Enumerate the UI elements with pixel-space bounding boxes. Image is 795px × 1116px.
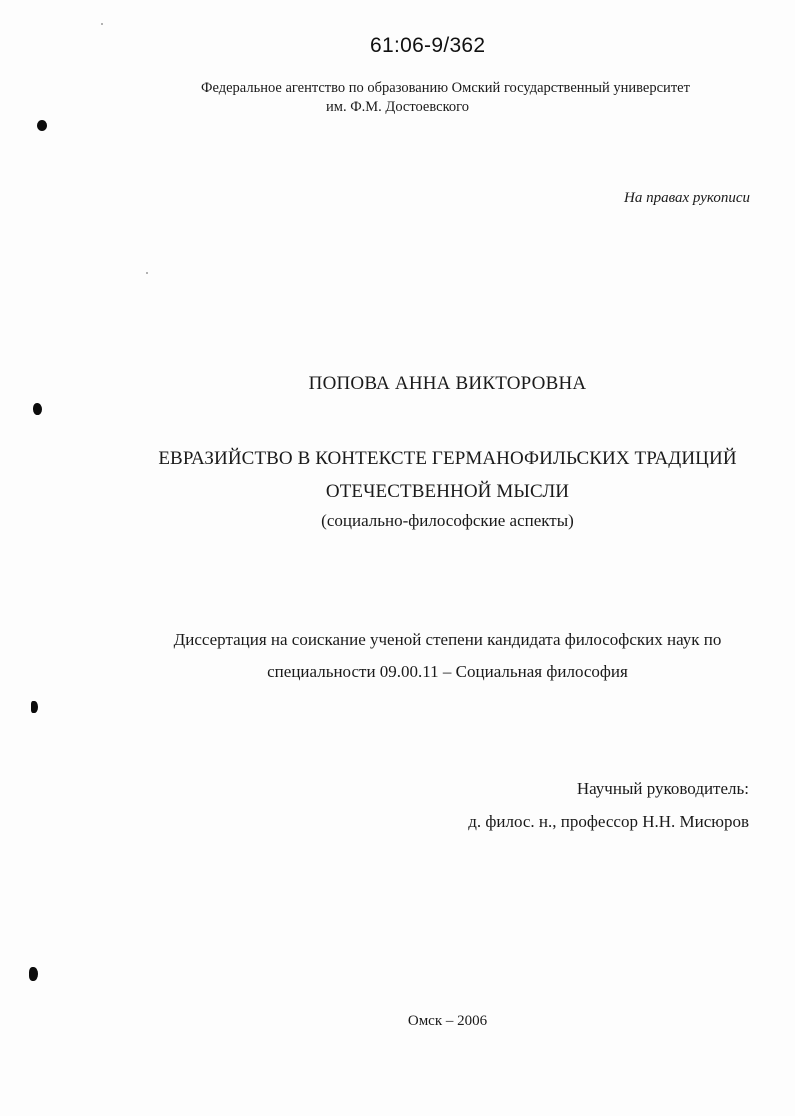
thesis-title-line-1: ЕВРАЗИЙСТВО В КОНТЕКСТЕ ГЕРМАНОФИЛЬСКИХ ТРАДИЦИЙ [158, 448, 737, 469]
scan-speck [101, 23, 103, 25]
binder-hole-mark [31, 701, 38, 713]
adviser-label: Научный руководитель: [576, 779, 749, 798]
binder-hole-mark [37, 120, 47, 131]
dissertation-statement-line-1: Диссертация на соискание ученой степени кандидата философских наук по [173, 630, 722, 649]
university-line: им. Ф.М. Достоевского [326, 99, 469, 115]
adviser-name: д. филос. н., профессор Н.Н. Мисюров [468, 812, 749, 831]
binder-hole-mark [29, 967, 38, 981]
agency-line: Федеральное агентство по образованию Омский государственный университет [201, 80, 690, 96]
city-year: Омск – 2006 [407, 1013, 488, 1029]
thesis-subtitle: (социально-философские аспекты) [321, 511, 574, 530]
binder-hole-mark [33, 403, 42, 415]
manuscript-note: На правах рукописи [624, 190, 750, 206]
thesis-title-line-2: ОТЕЧЕСТВЕННОЙ МЫСЛИ [325, 481, 570, 502]
scan-speck [146, 272, 148, 274]
author-name: ПОПОВА АННА ВИКТОРОВНА [308, 373, 587, 394]
catalog-code: 61:06-9/362 [370, 34, 486, 57]
dissertation-statement-line-2: специальности 09.00.11 – Социальная философия [267, 662, 628, 681]
